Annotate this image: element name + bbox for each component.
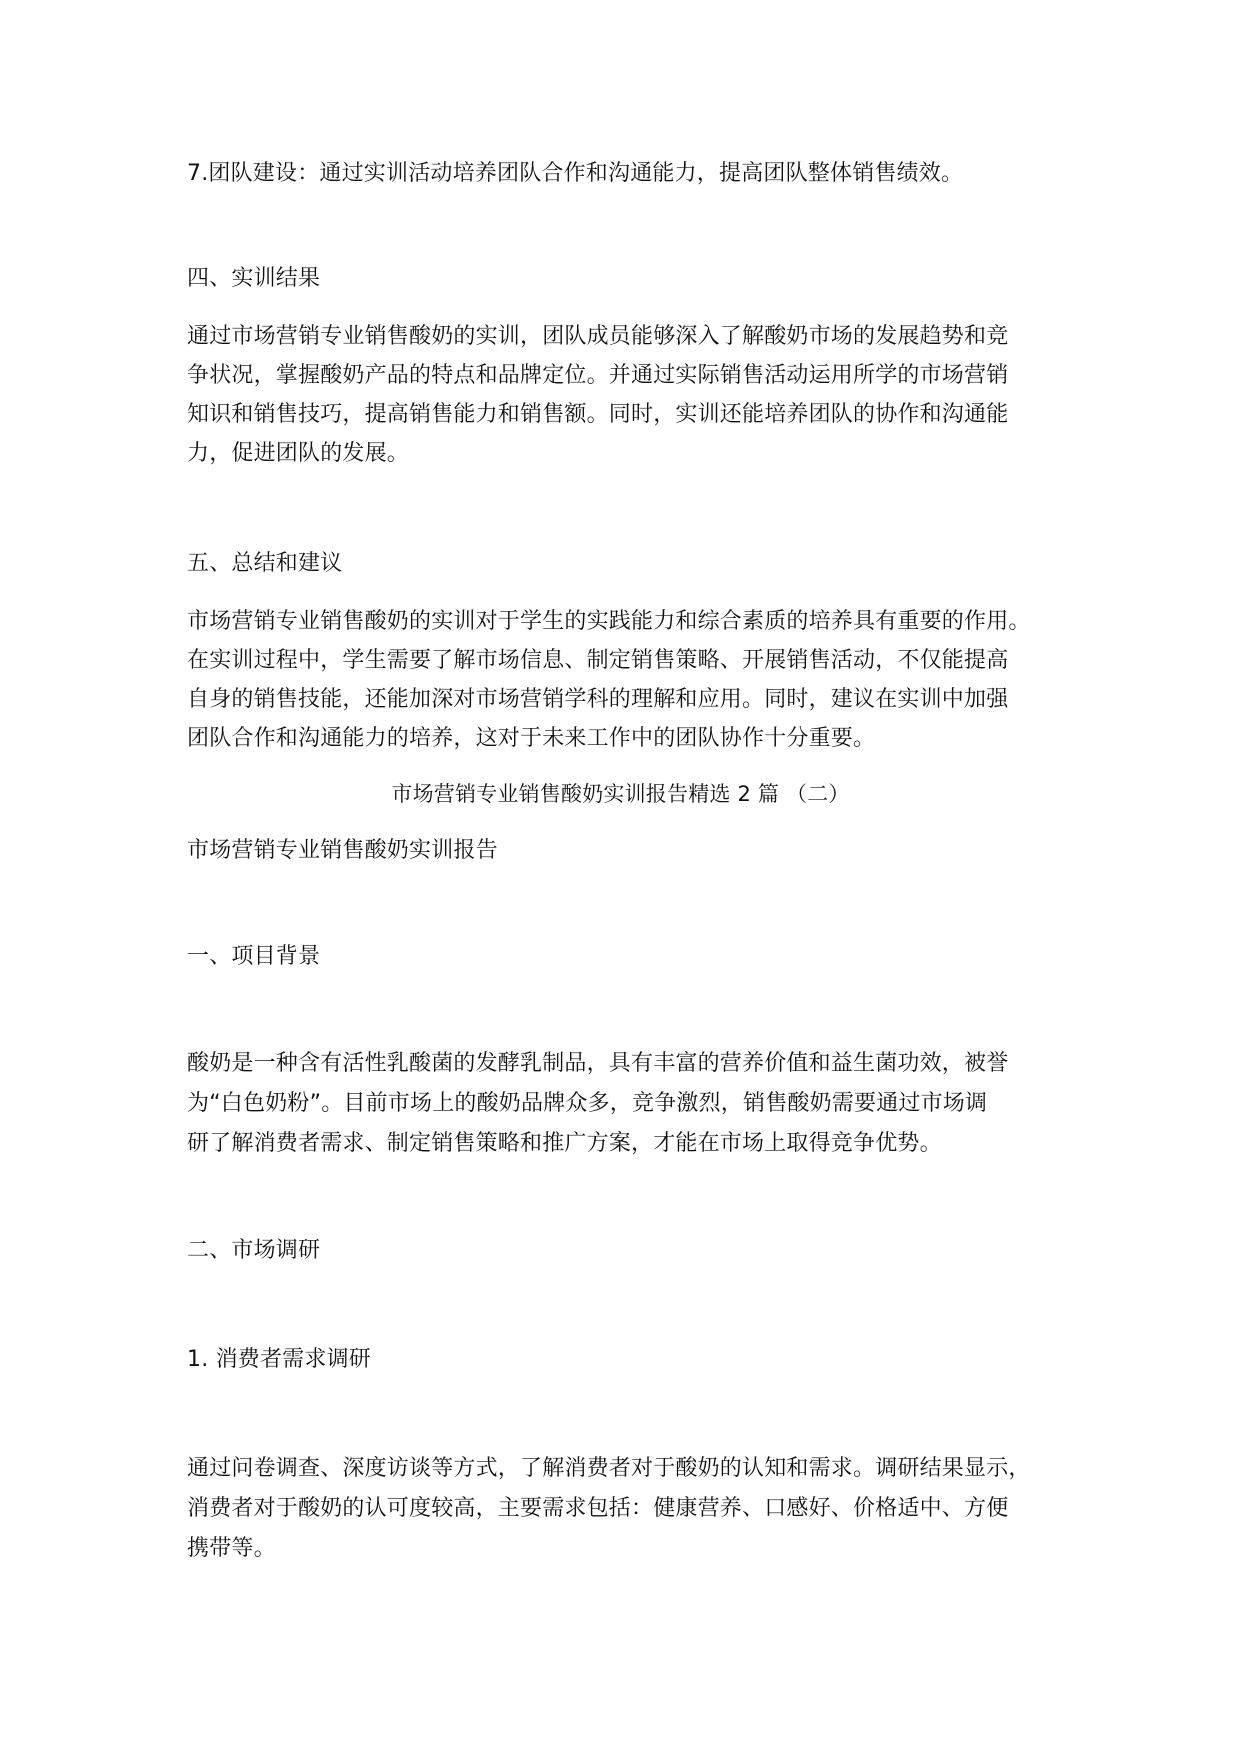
section5-line-1: 市场营销专业销售酸奶的实训对于学生的实践能力和综合素质的培养具有重要的作用。 bbox=[187, 609, 1031, 634]
section5-line-4: 团队合作和沟通能力的培养，这对于未来工作中的团队协作十分重要。 bbox=[187, 726, 876, 751]
team-building-paragraph: 7.团队建设：通过实训活动培养团队合作和沟通能力，提高团队整体销售绩效。 bbox=[187, 161, 964, 186]
section5-heading: 五、总结和建议 bbox=[187, 551, 343, 576]
part-title: 市场营销专业销售酸奶实训报告精选 2 篇 （二） bbox=[391, 782, 850, 806]
section1-line-2: 为“白色奶粉”。目前市场上的酸奶品牌众多，竞争激烈，销售酸奶需要通过市场调 bbox=[187, 1091, 988, 1116]
subsection1-line-1: 通过问卷调查、深度访谈等方式，了解消费者对于酸奶的认知和需求。调研结果显示， bbox=[187, 1456, 1031, 1481]
section5-line-2: 在实训过程中，学生需要了解市场信息、制定销售策略、开展销售活动，不仅能提高 bbox=[187, 648, 1009, 673]
subsection1-heading: 1. 消费者需求调研 bbox=[187, 1347, 371, 1372]
section4-line-1: 通过市场营销专业销售酸奶的实训，团队成员能够深入了解酸奶市场的发展趋势和竞 bbox=[187, 324, 1009, 349]
section4-line-4: 力，促进团队的发展。 bbox=[187, 441, 410, 466]
section5-line-3: 自身的销售技能，还能加深对市场营销学科的理解和应用。同时，建议在实训中加强 bbox=[187, 687, 1009, 712]
section1-line-1: 酸奶是一种含有活性乳酸菌的发酵乳制品，具有丰富的营养价值和益生菌功效，被誉 bbox=[187, 1051, 1009, 1076]
section4-heading: 四、实训结果 bbox=[187, 266, 321, 291]
section1-heading: 一、项目背景 bbox=[187, 944, 321, 969]
section1-line-3: 研了解消费者需求、制定销售策略和推广方案，才能在市场上取得竞争优势。 bbox=[187, 1131, 942, 1156]
section2-heading: 二、市场调研 bbox=[187, 1238, 321, 1263]
subsection1-line-2: 消费者对于酸奶的认可度较高，主要需求包括：健康营养、口感好、价格适中、方便 bbox=[187, 1496, 1009, 1521]
section4-line-3: 知识和销售技巧，提高销售能力和销售额。同时，实训还能培养团队的协作和沟通能 bbox=[187, 402, 1009, 427]
section4-line-2: 争状况，掌握酸奶产品的特点和品牌定位。并通过实际销售活动运用所学的市场营销 bbox=[187, 363, 1009, 388]
subsection1-line-3: 携带等。 bbox=[187, 1536, 276, 1561]
report-title: 市场营销专业销售酸奶实训报告 bbox=[187, 838, 498, 863]
